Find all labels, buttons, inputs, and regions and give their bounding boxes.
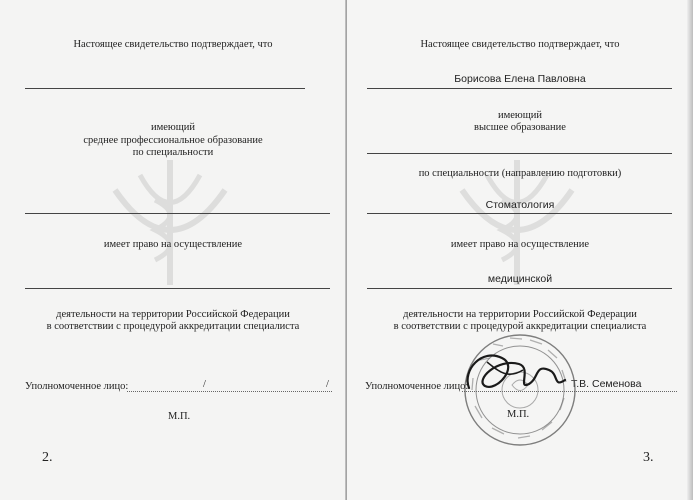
left-page bbox=[0, 0, 346, 500]
left-activity-line bbox=[25, 288, 330, 289]
right-name-line bbox=[367, 88, 672, 89]
right-heading: Настоящее свидетельство подтверждает, что bbox=[420, 39, 620, 50]
right-right-text: имеет право на осуществление bbox=[450, 239, 590, 250]
left-name-line bbox=[25, 88, 305, 89]
right-specialty-line bbox=[367, 213, 672, 214]
left-right-text: имеет право на осуществление bbox=[103, 239, 243, 250]
right-seal-label: М.П. bbox=[507, 409, 530, 420]
left-line-education: среднее профессиональное образование bbox=[83, 135, 263, 146]
left-line-specialty: по специальности bbox=[132, 147, 214, 158]
right-activity-2: в соответствии с процедурой аккредитации специалиста bbox=[393, 321, 647, 332]
emblem-watermark-icon bbox=[95, 150, 245, 290]
right-activity-line bbox=[367, 288, 672, 289]
holder-name: Борисова Елена Павловна bbox=[454, 73, 586, 85]
specialty-value: Стоматология bbox=[485, 199, 555, 211]
page-edge-shadow bbox=[687, 0, 693, 500]
left-seal-label: М.П. bbox=[168, 411, 191, 422]
left-activity-2: в соответствии с процедурой аккредитации специалиста bbox=[46, 321, 300, 332]
signatory-name: Т.В. Семенова bbox=[571, 378, 642, 390]
handwritten-signature-icon bbox=[457, 340, 572, 410]
left-activity-1: деятельности на территории Российской Федерации bbox=[56, 309, 290, 320]
left-slash-1: / bbox=[203, 379, 206, 390]
right-line-having: имеющий bbox=[497, 110, 543, 121]
left-signature-line bbox=[127, 391, 332, 392]
right-line-education: высшее образование bbox=[474, 122, 566, 133]
activity-type: медицинской bbox=[487, 273, 553, 285]
right-activity-1: деятельности на территории Российской Федерации bbox=[403, 309, 637, 320]
right-authorized-label: Уполномоченное лицо: bbox=[365, 381, 469, 392]
right-page bbox=[347, 0, 693, 500]
right-page-number: 3. bbox=[643, 450, 654, 465]
right-education-line bbox=[367, 153, 672, 154]
left-slash-2: / bbox=[326, 379, 329, 390]
left-specialty-line bbox=[25, 213, 330, 214]
left-heading: Настоящее свидетельство подтверждает, что bbox=[73, 39, 273, 50]
left-page-number: 2. bbox=[42, 450, 53, 465]
right-specialty-label: по специальности (направлению подготовки) bbox=[418, 168, 622, 179]
left-line-having: имеющий bbox=[150, 122, 196, 133]
left-authorized-label: Уполномоченное лицо: bbox=[25, 381, 129, 392]
